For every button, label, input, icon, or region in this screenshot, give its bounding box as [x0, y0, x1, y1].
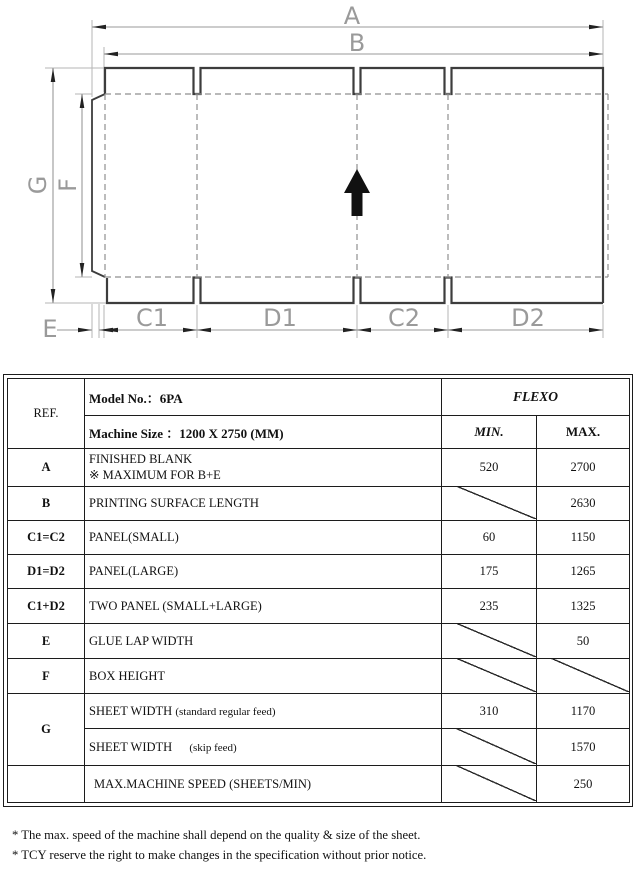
na-slash	[444, 659, 536, 693]
row-ref	[8, 766, 85, 803]
max-value: 50	[537, 624, 630, 659]
table-row-f	[8, 659, 630, 694]
dim-label-f: F	[54, 178, 82, 192]
max-value: 2630	[537, 487, 630, 521]
row-desc: PRINTING SURFACE LENGTH	[85, 487, 442, 521]
row-desc-note: (standard regular feed)	[175, 705, 276, 718]
row-ref: F	[8, 659, 85, 694]
row-desc: FINISHED BLANK	[89, 451, 193, 466]
dim-label-b: B	[348, 29, 366, 57]
table-row-a	[8, 449, 630, 487]
min-value: 310	[442, 694, 537, 729]
max-value: 1265	[537, 555, 630, 589]
min-value: 520	[442, 449, 537, 487]
dimension-labels	[24, 2, 545, 343]
na-slash	[444, 729, 536, 765]
min-value-na	[442, 487, 537, 521]
dimension-lines	[53, 27, 603, 330]
blank-cut-outline	[92, 68, 603, 303]
row-ref: C1+D2	[8, 589, 85, 624]
row-desc: GLUE LAP WIDTH	[85, 624, 442, 659]
row-desc: SHEET WIDTH	[89, 703, 173, 718]
dim-label-c2: C2	[387, 304, 421, 332]
footnote-speed: * The max. speed of the machine shall depend on the quality & size of the sheet.	[12, 828, 421, 842]
table-row-e	[8, 624, 630, 659]
footnotes	[12, 826, 426, 865]
ref-column-header: REF.	[8, 379, 85, 449]
na-slash	[444, 487, 536, 520]
max-value: 2700	[537, 449, 630, 487]
na-slash	[444, 766, 536, 802]
row-desc: BOX HEIGHT	[85, 659, 442, 694]
row-desc-note: ※ MAXIMUM FOR B+E	[89, 467, 221, 482]
max-value: 1570	[537, 729, 630, 766]
row-ref: G	[8, 694, 85, 766]
row-ref: D1=D2	[8, 555, 85, 589]
row-desc: MAX.MACHINE SPEED (SHEETS/MIN)	[85, 766, 442, 803]
feed-direction-arrow-icon	[344, 169, 370, 216]
table-row-g-standard	[8, 694, 630, 729]
row-desc: PANEL(LARGE)	[85, 555, 442, 589]
max-value: 250	[537, 766, 630, 803]
table-row-b	[8, 487, 630, 521]
machine-size-cell: Machine Size ：1200 X 2750 (MM)	[85, 416, 442, 449]
row-desc-note: (skip feed)	[189, 741, 237, 754]
min-value-na	[442, 766, 537, 803]
brand-flexo-cell: FLEXO	[442, 379, 630, 416]
row-ref: E	[8, 624, 85, 659]
model-number-cell: Model No.：6PA	[85, 379, 442, 416]
min-value-na	[442, 729, 537, 766]
header-row-model	[8, 379, 630, 416]
row-ref: A	[8, 449, 85, 487]
table-row-g-skip	[8, 729, 630, 766]
table-row-c1c2	[8, 521, 630, 555]
header-row-machine	[8, 416, 630, 449]
spec-table	[7, 378, 630, 803]
na-slash	[444, 624, 536, 658]
footnote-disclaimer: * TCY reserve the right to make changes in the specification without prior notice.	[12, 847, 427, 862]
max-column-header: MAX.	[537, 416, 630, 449]
min-value-na	[442, 624, 537, 659]
dim-label-d1: D1	[263, 304, 297, 332]
spec-table-frame	[3, 374, 633, 807]
max-value-na	[537, 659, 630, 694]
table-row-machine-speed	[8, 766, 630, 803]
row-desc: TWO PANEL (SMALL+LARGE)	[85, 589, 442, 624]
row-ref: B	[8, 487, 85, 521]
row-desc: SHEET WIDTH	[89, 739, 173, 754]
dim-label-e: E	[42, 315, 58, 343]
max-value: 1325	[537, 589, 630, 624]
max-value: 1150	[537, 521, 630, 555]
na-slash	[539, 659, 629, 693]
min-value: 175	[442, 555, 537, 589]
min-value: 235	[442, 589, 537, 624]
table-row-c1d2	[8, 589, 630, 624]
dim-label-g: G	[24, 175, 52, 195]
dim-label-a: A	[343, 2, 361, 30]
dimension-arrowheads	[51, 25, 603, 333]
row-ref: C1=C2	[8, 521, 85, 555]
row-desc: PANEL(SMALL)	[85, 521, 442, 555]
min-value: 60	[442, 521, 537, 555]
max-value: 1170	[537, 694, 630, 729]
min-value-na	[442, 659, 537, 694]
dim-label-c1: C1	[135, 304, 169, 332]
min-column-header: MIN.	[442, 416, 537, 449]
dim-label-d2: D2	[511, 304, 545, 332]
table-row-d1d2	[8, 555, 630, 589]
box-blank-diagram	[0, 0, 638, 372]
